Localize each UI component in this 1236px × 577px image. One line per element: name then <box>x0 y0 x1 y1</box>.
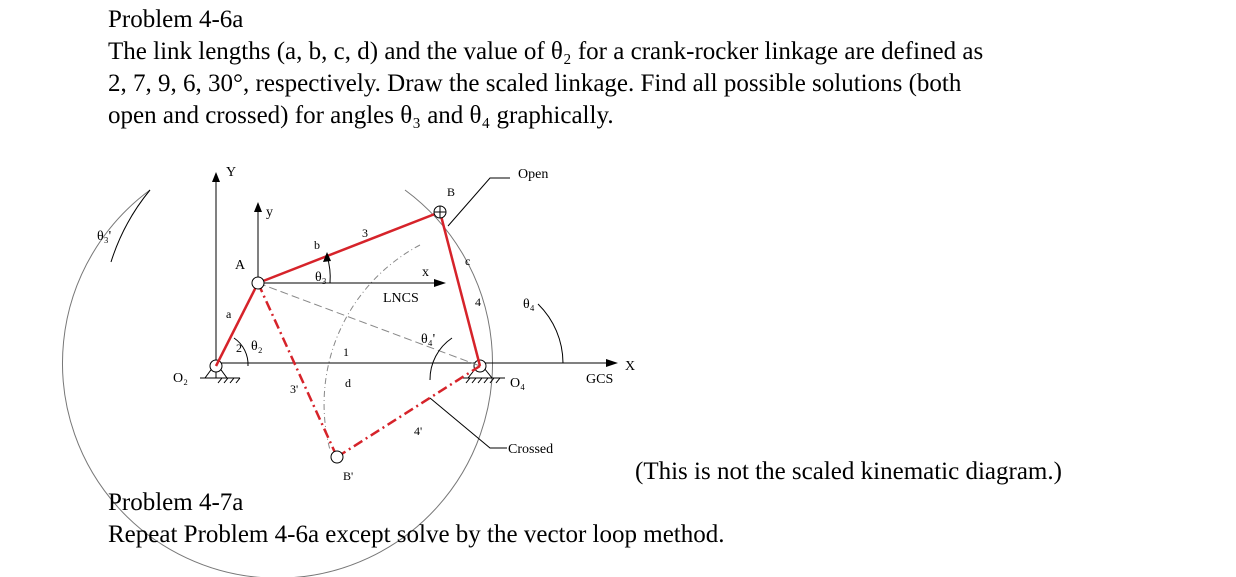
label-lncs-x: x <box>422 265 429 280</box>
label-lncs-y: y <box>266 205 273 220</box>
label-link-4-prime: 4' <box>414 424 423 438</box>
theta3-prime-arc <box>111 190 150 262</box>
label-open: Open <box>518 167 549 182</box>
label-crossed: Crossed <box>508 442 554 457</box>
lncs-x-arrow <box>434 279 446 287</box>
label-theta4: θ₄ <box>523 297 535 312</box>
gcs-x-arrow <box>606 359 618 367</box>
figure-note: (This is not the scaled kinematic diagram.) <box>635 458 1062 485</box>
ground-link-dashed <box>258 283 480 366</box>
label-gcs-x: X <box>625 359 636 374</box>
label-theta4-prime: θ₄' <box>421 332 436 347</box>
link-4-prime-crossed <box>337 366 480 457</box>
locus-arc-dashed <box>324 245 423 450</box>
label-link-a: a <box>226 307 232 321</box>
label-theta3: θ₃ <box>315 270 327 285</box>
open-callout <box>448 178 510 226</box>
problem-4-6a-title: Problem 4-6a <box>108 6 244 33</box>
theta4-arc <box>538 304 563 363</box>
label-gcs-y: Y <box>226 165 237 180</box>
label-link-2: 2 <box>236 341 242 355</box>
link-3-coupler <box>258 212 440 283</box>
gcs-y-arrow <box>212 172 220 182</box>
label-theta2: θ₂ <box>251 339 263 354</box>
label-b-point: B <box>447 185 456 199</box>
pin-b-prime <box>331 451 343 463</box>
label-b-prime-point: B' <box>343 469 354 483</box>
label-theta3-prime: θ₃' <box>97 229 112 244</box>
label-link-b: b <box>314 238 320 252</box>
label-link-c: c <box>465 254 471 268</box>
label-link-1: 1 <box>343 345 349 359</box>
label-o2: O₂ <box>173 371 188 386</box>
label-gcs: GCS <box>586 372 614 387</box>
label-link-3: 3 <box>362 226 368 240</box>
label-o4: O₄ <box>510 376 525 391</box>
label-link-4: 4 <box>475 295 481 309</box>
problem-4-6a-text-line-2: 2, 7, 9, 6, 30°, respectively. Draw the scaled linkage. Find all possible solutions (both <box>108 70 962 97</box>
link-3-prime-crossed <box>258 283 337 457</box>
label-link-d: d <box>345 376 351 390</box>
problem-4-7a-title: Problem 4-7a <box>108 489 244 516</box>
problem-4-6a-text-line-3: open and crossed) for angles θ₃ and θ₄ graphically. <box>108 102 614 129</box>
label-link-3-prime: 3' <box>290 382 299 396</box>
problem-4-7a-text: Repeat Problem 4-6a except solve by the vector loop method. <box>108 521 725 548</box>
label-a-point: A <box>235 258 246 273</box>
crossed-callout <box>430 398 507 448</box>
pin-a <box>252 277 264 289</box>
problem-4-6a-text-line-1: The link lengths (a, b, c, d) and the value of θ₂ for a crank-rocker linkage are defined as <box>108 38 984 65</box>
label-lncs: LNCS <box>383 291 419 306</box>
pin-b <box>434 206 446 218</box>
lncs-y-arrow <box>254 202 262 212</box>
